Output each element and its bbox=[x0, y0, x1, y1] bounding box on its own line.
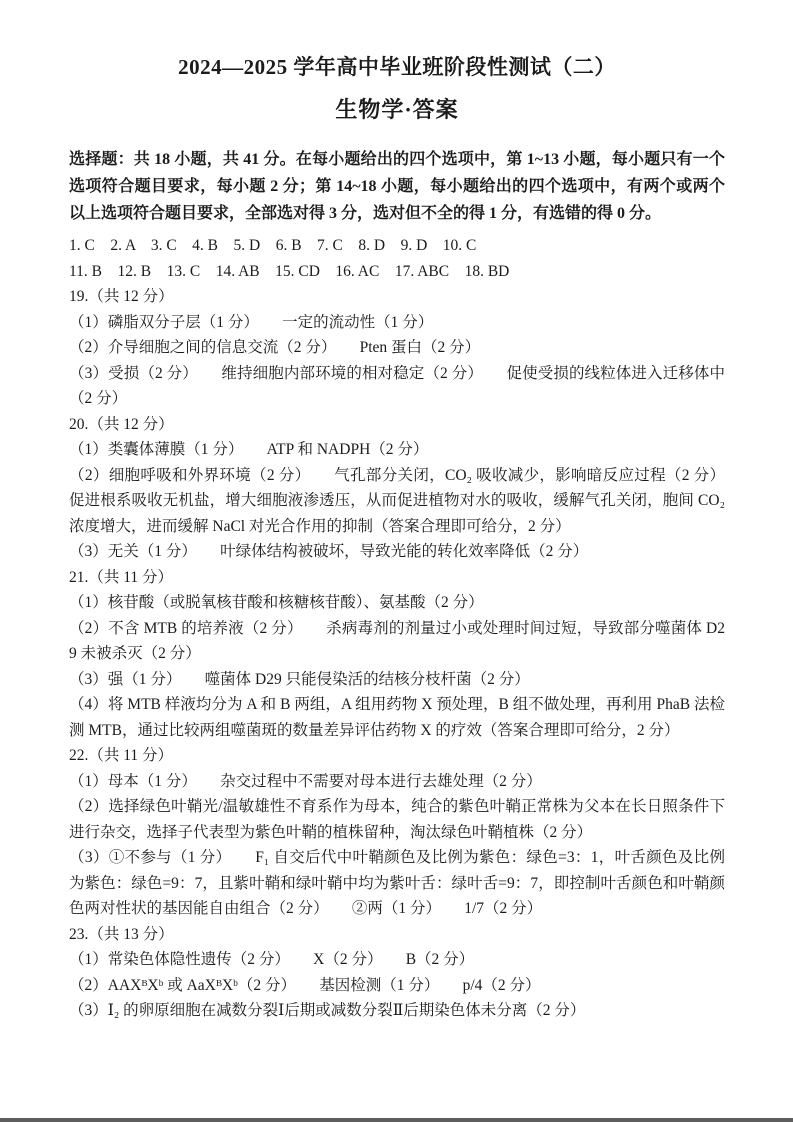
answer-line: （1）磷脂双分子层（1 分） 一定的流动性（1 分） bbox=[69, 313, 434, 331]
answer-line: （3）①不参与（1 分） F₁ 自交后代中叶鞘颜色及比例为紫色：绿色=3：1，叶舌颜色及比例为紫色：绿色=9：7，且紫叶鞘和绿叶鞘中均为紫叶舌：绿叶舌=9：7，即控制叶舌颜色和叶鞘颜色两对性状的基因能自由组合（2 分） ②两（1 分） 1/7（2 分） bbox=[69, 849, 725, 917]
answer-line: （2）选择绿色叶鞘光/温敏雄性不育系作为母本，纯合的紫色叶鞘正常株为父本在长日照条件下进行杂交，选择子代表型为紫色叶鞘的植株留种，淘汰绿色叶鞘植株（2 分） bbox=[69, 798, 725, 841]
answer-body bbox=[69, 233, 725, 1024]
answer-line: 11. B 12. B 13. C 14. AB 15. CD 16. AC 17. ABC 18. BD bbox=[69, 262, 510, 280]
intro-paragraph: 选择题：共 18 小题，共 41 分。在每小题给出的四个选项中，第 1~13 小题，每小题只有一个选项符合题目要求，每小题 2 分；第 14~18 小题，每小题给出的四个选项中，有两个或两个以上选项符合题目要求，全部选对得 3 分，选对但不全的得 1 分，有选错的得 0 分。 bbox=[69, 151, 725, 222]
answer-line: 22.（共 11 分） bbox=[69, 747, 174, 764]
answer-line: 20.（共 12 分） bbox=[69, 415, 174, 433]
answer-line: （1）核苷酸（或脱氧核苷酸和核糖核苷酸）、氨基酸（2 分） bbox=[69, 594, 484, 611]
bottom-edge-bar bbox=[0, 1118, 793, 1122]
page-subtitle: 生物学·答案 bbox=[335, 97, 459, 122]
answer-line: 19.（共 12 分） bbox=[69, 288, 174, 305]
answer-line: （2）不含 MTB 的培养液（2 分） 杀病毒剂的剂量过小或处理时间过短，导致部分噬菌体 D29 未被杀灭（2 分） bbox=[69, 619, 725, 662]
answer-line: （1）常染色体隐性遗传（2 分） X（2 分） B（2 分） bbox=[69, 951, 475, 968]
answer-line: （3）强（1 分） 噬菌体 D29 只能侵染活的结核分枝杆菌（2 分） bbox=[69, 670, 530, 688]
page-title: 2024—2025 学年高中毕业班阶段性测试（二） bbox=[178, 55, 616, 79]
answer-line: （2）细胞呼吸和外界环境（2 分） 气孔部分关闭，CO₂ 吸收减少，影响暗反应过程（2 分）促进根系吸收无机盐，增大细胞液渗透压，从而促进植物对水的吸收，缓解气孔关闭，胞间 CO₂ 浓度增大，进而缓解 NaCl 对光合作用的抑制（答案合理即可给分，2 分） bbox=[69, 466, 725, 535]
answer-line: （1）母本（1 分） 杂交过程中不需要对母本进行去雄处理（2 分） bbox=[69, 772, 542, 790]
answer-line: （4）将 MTB 样液均分为 A 和 B 两组，A 组用药物 X 预处理，B 组不做处理，再利用 PhaB 法检测 MTB，通过比较两组噬菌斑的数量差异评估药物 X 的疗效（答案合理即可给分，2 分） bbox=[69, 696, 725, 739]
answer-line: （3）无关（1 分） 叶绿体结构被破坏，导致光能的转化效率降低（2 分） bbox=[69, 543, 589, 560]
answer-line: （2）介导细胞之间的信息交流（2 分） Pten 蛋白（2 分） bbox=[69, 339, 481, 356]
answer-line: 1. C 2. A 3. C 4. B 5. D 6. B 7. C 8. D 9. D 10. C bbox=[69, 237, 477, 254]
answer-line: 23.（共 13 分） bbox=[69, 925, 174, 943]
answer-line: （3）Ⅰ₂ 的卵原细胞在减数分裂Ⅰ后期或减数分裂Ⅱ后期染色体未分离（2 分） bbox=[69, 1002, 586, 1019]
answer-line: （3）受损（2 分） 维持细胞内部环境的相对稳定（2 分） 促使受损的线粒体进入迁移体中（2 分） bbox=[69, 364, 725, 407]
answer-line: （1）类囊体薄膜（1 分） ATP 和 NADPH（2 分） bbox=[69, 441, 429, 458]
answer-line: （2）AAXᴮXᵇ 或 AaXᴮXᵇ（2 分） 基因检测（1 分） p/4（2 分） bbox=[69, 976, 541, 994]
answer-line: 21.（共 11 分） bbox=[69, 568, 174, 586]
